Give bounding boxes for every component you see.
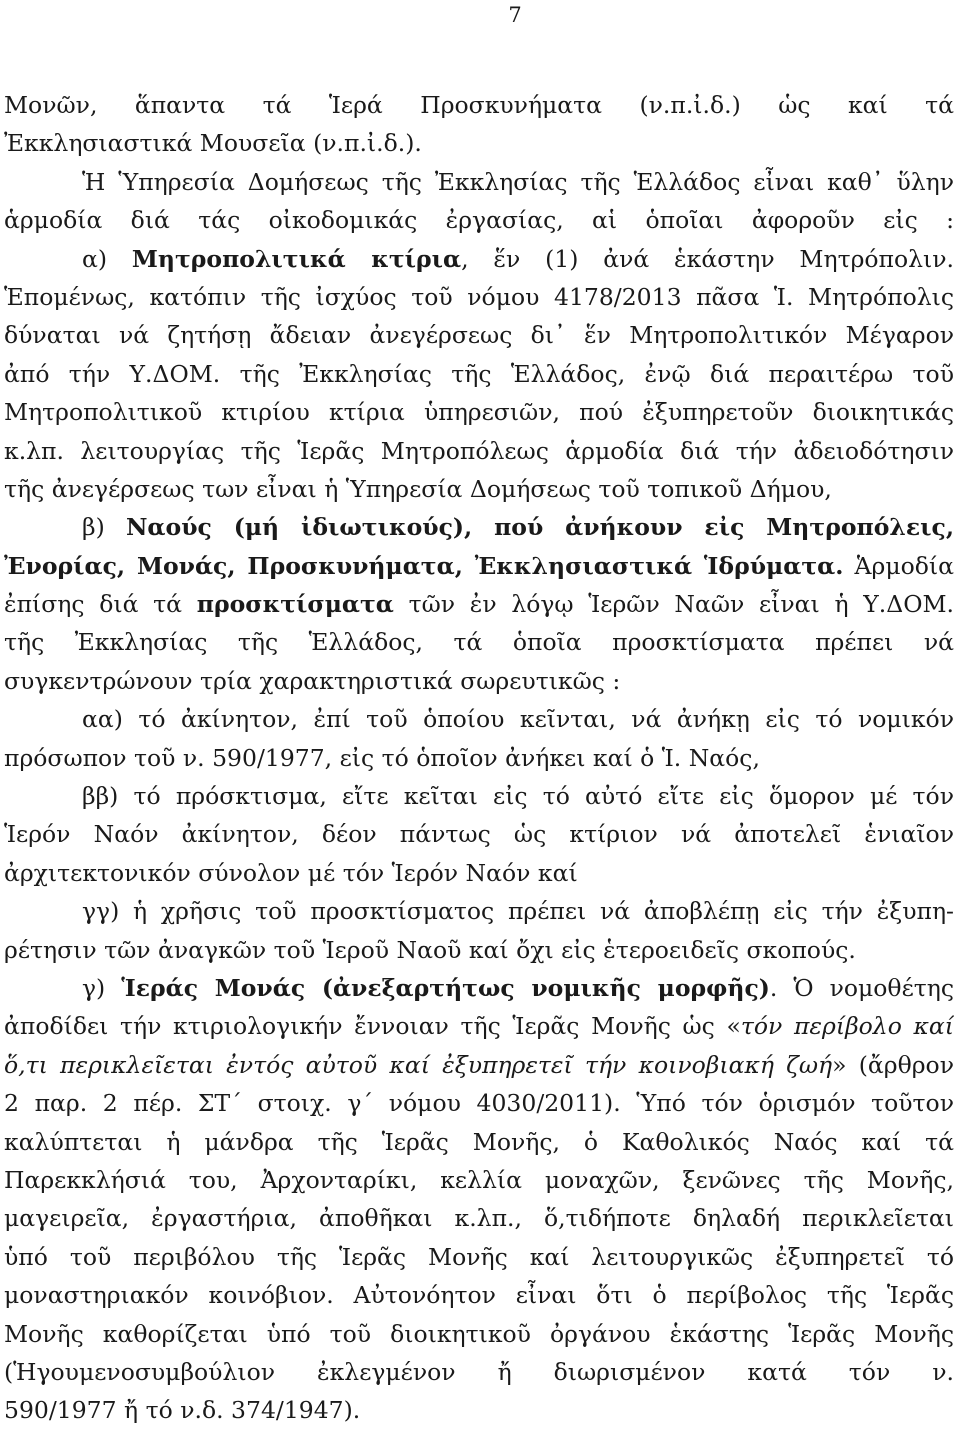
text-line	[4, 623, 954, 661]
text-line	[4, 585, 954, 623]
text-run: ὑπό τοῦ περιβόλου τῆς Ἱερᾶς Μονῆς καί λειτουργικῶς ἐξυπηρετεῖ τό	[4, 1242, 954, 1271]
text-line	[4, 163, 954, 201]
text-run: Μονῆς καθορίζεται ὑπό τοῦ διοικητικοῦ ὀργάνου ἑκάστης Ἱερᾶς Μονῆς	[4, 1319, 954, 1348]
text-run: γγ) ἡ χρῆσις τοῦ προσκτίσματος πρέπει νά ἀποβλέπῃ εἰς τήν ἐξυπη-	[82, 897, 954, 926]
text-line	[4, 86, 954, 124]
bold-text: Μητροπολιτικά κτίρια	[131, 244, 462, 273]
text-line	[4, 1007, 954, 1045]
text-line	[4, 1199, 954, 1237]
text-run: πρόσωπον τοῦ ν. 590/1977, εἰς τό ὁποῖον ἀνήκει καί ὁ Ἱ. Ναός,	[4, 743, 760, 772]
text-run: συγκεντρώνουν τρία χαρακτηριστικά σωρευτικῶς :	[4, 666, 621, 695]
text-run: ἀποδίδει τήν κτιριολογικήν ἔννοιαν τῆς Ἱερᾶς Μονῆς ὡς «	[4, 1012, 741, 1041]
text-run: Παρεκκλήσιά του, Ἀρχονταρίκι, κελλία μοναχῶν, ξενῶνες τῆς Μονῆς,	[4, 1165, 954, 1194]
text-run: κ.λπ. λειτουργίας τῆς Ἱερᾶς Μητροπόλεως ἁρμοδία διά τήν ἀδειοδότησιν	[4, 436, 954, 465]
text-line	[4, 1046, 954, 1084]
bold-text: Ἐνορίας, Μονάς, Προσκυνήματα, Ἐκκλησιαστικά Ἱδρύματα.	[4, 551, 844, 580]
text-run: . Ὁ νομοθέτης	[769, 973, 954, 1002]
text-run: » (ἄρθρον	[832, 1050, 954, 1079]
text-line	[4, 201, 954, 239]
text-line	[4, 393, 954, 431]
text-line	[4, 854, 954, 892]
text-run: 590/1977 ἤ τό ν.δ. 374/1947).	[4, 1396, 361, 1425]
text-line	[4, 355, 954, 393]
bold-text: προσκτίσματα	[196, 590, 394, 619]
italic-text: ὅ,τι περικλεῖεται ἐντός αὐτοῦ καί ἐξυπηρετεῖ τήν κοινοβιακή ζωή	[4, 1050, 833, 1079]
text-run: (Ἡγουμενοσυμβούλιον ἐκλεγμένον ἤ διωρισμένον κατά τόν ν.	[4, 1357, 954, 1386]
text-line	[4, 739, 954, 777]
text-run: ἁρμοδία διά τάς οἰκοδομικάς ἐργασίας, αἱ ὁποῖαι ἀφοροῦν εἰς :	[4, 206, 954, 235]
text-run: ρέτησιν τῶν ἀναγκῶν τοῦ Ἱεροῦ Ναοῦ καί ὄχι εἰς ἑτεροειδεῖς σκοπούς.	[4, 935, 856, 964]
text-run: μοναστηριακόν κοινόβιον. Αὐτονόητον εἶναι ὅτι ὁ περίβολος τῆς Ἱερᾶς	[4, 1281, 954, 1310]
text-run: καλύπτεται ἡ μάνδρα τῆς Ἱερᾶς Μονῆς, ὁ Καθολικός Ναός καί τά	[4, 1127, 954, 1156]
text-run: ββ) τό πρόσκτισμα, εἴτε κεῖται εἰς τό αὐτό εἴτε εἰς ὅμορον μέ τόν	[82, 782, 954, 811]
text-line	[4, 470, 954, 508]
text-line	[4, 931, 954, 969]
text-line	[4, 777, 954, 815]
text-run: ἀπό τήν Υ.ΔΟΜ. τῆς Ἐκκλησίας τῆς Ἑλλάδος, ἐνῷ διά περαιτέρω τοῦ	[4, 359, 954, 388]
text-line	[4, 1238, 954, 1276]
text-line	[4, 969, 954, 1007]
text-run: Μονῶν, ἅπαντα τά Ἱερά Προσκυνήματα (ν.π.ἰ.δ.) ὡς καί τά	[4, 91, 954, 119]
text-run: Μητροπολιτικοῦ κτιρίου κτίρια ὑπηρεσιῶν, πού ἐξυπηρετοῦν διοικητικάς	[4, 398, 954, 427]
text-line	[4, 1084, 954, 1122]
text-line	[4, 892, 954, 930]
text-line	[4, 1315, 954, 1353]
text-run: Ἱερόν Ναόν ἀκίνητον, δέον πάντως ὡς κτίριον νά ἀποτελεῖ ἑνιαῖον	[4, 820, 954, 849]
text-run: Ἐκκλησιαστικά Μουσεῖα (ν.π.ἰ.δ.).	[4, 129, 422, 158]
text-run: γ)	[82, 973, 122, 1002]
italic-text: τόν περίβολο καί	[740, 1012, 954, 1041]
text-line	[4, 662, 954, 700]
text-line	[4, 700, 954, 738]
text-run: ἐπίσης διά τά	[4, 590, 197, 619]
text-line	[4, 124, 954, 162]
text-run: 2 παρ. 2 πέρ. ΣΤ΄ στοιχ. γ΄ νόμου 4030/2011). Ὑπό τόν ὁρισμόν τοῦτον	[4, 1089, 954, 1118]
text-line	[4, 1161, 954, 1199]
bold-text: Ναούς (μή ἰδιωτικούς), πού ἀνήκουν εἰς Μητροπόλεις,	[125, 513, 954, 542]
text-line	[4, 278, 954, 316]
text-line	[4, 1123, 954, 1161]
text-line	[4, 240, 954, 278]
text-run: τῆς ἀνεγέρσεως των εἶναι ἡ Ὑπηρεσία Δομήσεως τοῦ τοπικοῦ Δήμου,	[4, 474, 832, 503]
text-run: Ἡ Ὑπηρεσία Δομήσεως τῆς Ἐκκλησίας τῆς Ἑλλάδος εἶναι καθ᾽ ὕλην	[82, 167, 954, 196]
document-body	[4, 86, 954, 1430]
text-line	[4, 1353, 954, 1391]
bold-text: Ἱεράς Μονάς (ἀνεξαρτήτως νομικῆς μορφῆς)	[121, 973, 770, 1002]
text-line	[4, 1276, 954, 1314]
text-run: μαγειρεῖα, ἐργαστήρια, ἀποθῆκαι κ.λπ., ὅ,τιδήποτε δηλαδή περικλεῖεται	[4, 1204, 954, 1233]
page-number: 7	[508, 3, 522, 27]
text-run: δύναται νά ζητήσῃ ἄδειαν ἀνεγέρσεως δι᾽ ἕν Μητροπολιτικόν Μέγαρον	[4, 321, 954, 350]
text-line	[4, 1391, 954, 1429]
text-run: τῆς Ἐκκλησίας τῆς Ἑλλάδος, τά ὁποῖα προσκτίσματα πρέπει νά	[4, 628, 954, 657]
text-line	[4, 547, 954, 585]
text-run: τῶν ἐν λόγῳ Ἱερῶν Ναῶν εἶναι ἡ Υ.ΔΟΜ.	[393, 590, 954, 619]
text-run: β)	[82, 513, 126, 542]
text-run: αα) τό ἀκίνητον, ἐπί τοῦ ὁποίου κεῖνται, νά ἀνήκῃ εἰς τό νομικόν	[82, 705, 954, 734]
text-run: Ἑπομένως, κατόπιν τῆς ἰσχύος τοῦ νόμου 4178/2013 πᾶσα Ἱ. Μητρόπολις	[4, 282, 954, 311]
text-line	[4, 316, 954, 354]
text-line	[4, 432, 954, 470]
text-run: ἀρχιτεκτονικόν σύνολον μέ τόν Ἱερόν Ναόν καί	[4, 858, 578, 887]
text-line	[4, 508, 954, 546]
text-run: Ἁρμοδία	[843, 551, 954, 580]
text-line	[4, 815, 954, 853]
text-run: , ἕν (1) ἀνά ἑκάστην Μητρόπολιν.	[461, 244, 954, 273]
text-run: α)	[82, 244, 132, 273]
